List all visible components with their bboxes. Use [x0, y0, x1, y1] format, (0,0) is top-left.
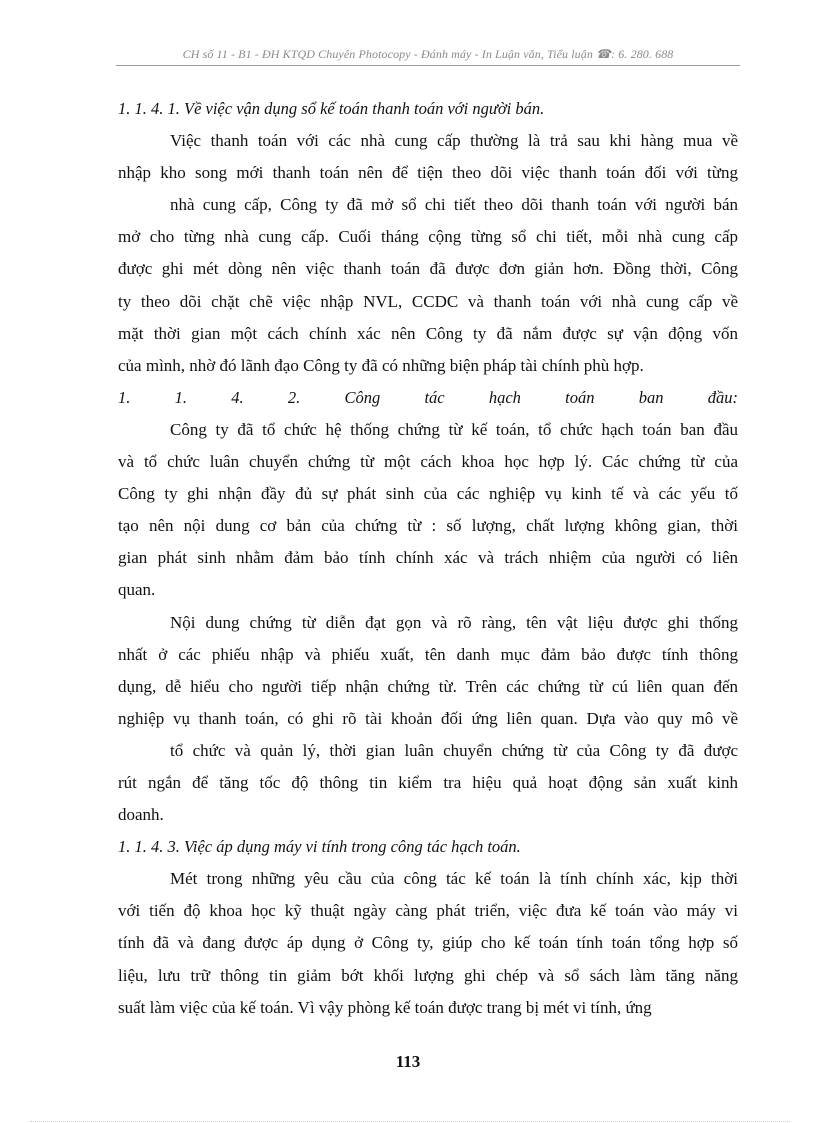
- paragraph-line: quan.: [118, 580, 156, 600]
- body-text: [118, 93, 738, 1024]
- paragraph-line: doanh.: [118, 805, 164, 825]
- paragraph-line: tổ chức và quản lý, thời gian luân chuyển chứng từ của Công ty đã được: [170, 740, 738, 760]
- paragraph-line: nhập kho song mới thanh toán nên để tiện theo dõi việc thanh toán đối với từng: [118, 163, 738, 183]
- paragraph-line: Công ty đã tổ chức hệ thống chứng từ kế toán, tổ chức hạch toán ban đầu: [170, 419, 738, 439]
- header-divider: [116, 65, 740, 66]
- section-heading: 1. 1. 4. 3. Việc áp dụng máy vi tính trong công tác hạch toán.: [118, 837, 521, 857]
- page-header: CH số 11 - B1 - ĐH KTQD Chuyên Photocopy - Đánh máy - In Luận văn, Tiểu luận ☎: 6. 280. 688: [182, 47, 674, 61]
- paragraph-line: tạo nên nội dung cơ bản của chứng từ : số lượng, chất lượng không gian, thời: [118, 516, 738, 536]
- paragraph-line: dụng, dễ hiểu cho người tiếp nhận chứng từ. Trên các chứng từ cú liên quan đến: [118, 676, 738, 696]
- paragraph-line: được ghi mét dòng nên việc thanh toán đã được đơn giản hơn. Đồng thời, Công: [118, 259, 738, 279]
- paragraph-line: Mét trong những yêu cầu của công tác kế toán là tính chính xác, kịp thời: [170, 869, 738, 889]
- page-number: 113: [395, 1052, 421, 1071]
- section-heading: 1. 1. 4. 1. Về việc vận dụng sổ kế toán thanh toán với người bán.: [118, 99, 545, 118]
- paragraph-line: nhất ở các phiếu nhập và phiếu xuất, tên danh mục đảm bảo được tính thông: [118, 644, 738, 664]
- paragraph-line: Việc thanh toán với các nhà cung cấp thường là trả sau khi hàng mua về: [170, 131, 738, 151]
- paragraph-line: Công ty ghi nhận đầy đủ sự phát sinh của các nghiệp vụ kinh tế và các yếu tố: [118, 484, 738, 504]
- paragraph-line: của mình, nhờ đó lãnh đạo Công ty đã có những biện pháp tài chính phù hợp.: [118, 355, 644, 375]
- section-heading: 1. 1. 4. 2. Công tác hạch toán ban đầu:: [118, 387, 738, 407]
- paragraph-line: Nội dung chứng từ diễn đạt gọn và rõ ràng, tên vật liệu được ghi thống: [170, 612, 738, 632]
- paragraph-line: ty theo dõi chặt chẽ việc nhập NVL, CCDC và thanh toán với nhà cung cấp về: [118, 291, 738, 311]
- paragraph-line: với tiến độ khoa học kỹ thuật ngày càng phát triển, việc đưa kế toán vào máy vi: [118, 901, 738, 921]
- paragraph-line: mặt thời gian một cách chính xác nên Công ty đã nắm được sự vận động vốn: [118, 323, 738, 343]
- paragraph-line: rút ngắn để tăng tốc độ thông tin kiểm tra hiệu quả hoạt động sản xuất kinh: [118, 772, 738, 792]
- paragraph-line: liệu, lưu trữ thông tin giảm bớt khối lượng ghi chép và sổ sách làm tăng năng: [118, 965, 738, 985]
- paragraph-line: nghiệp vụ thanh toán, có ghi rõ tài khoản đối ứng liên quan. Dựa vào quy mô về: [118, 708, 738, 728]
- paragraph-line: và tổ chức luân chuyển chứng từ một cách khoa học hợp lý. Các chứng từ của: [118, 452, 738, 472]
- paragraph-line: mở cho từng nhà cung cấp. Cuối tháng cộng từng sổ chi tiết, mỗi nhà cung cấp: [118, 227, 738, 247]
- paragraph-line: suất làm việc của kế toán. Vì vậy phòng kế toán được trang bị mét vi tính, ứng: [118, 997, 652, 1017]
- paragraph-line: gian phát sinh nhằm đảm bảo tính chính xác và trách nhiệm của người có liên: [118, 548, 738, 568]
- paragraph-line: tính đã và đang được áp dụng ở Công ty, giúp cho kế toán tính toán tổng hợp số: [118, 933, 738, 953]
- paragraph-line: nhà cung cấp, Công ty đã mở sổ chi tiết theo dõi thanh toán với người bán: [170, 195, 738, 215]
- bottom-divider: [30, 1121, 790, 1122]
